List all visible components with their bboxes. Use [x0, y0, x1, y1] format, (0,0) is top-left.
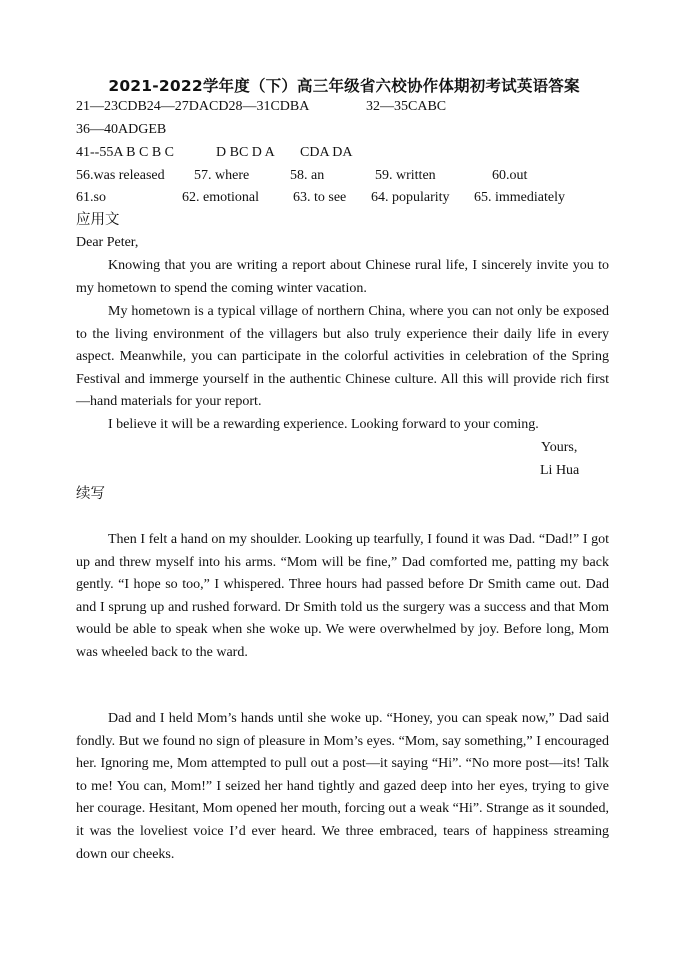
grammar-answer-57: 57. where	[194, 168, 250, 183]
letter-closing: Yours,	[541, 440, 578, 455]
grammar-row-1	[76, 166, 616, 186]
answer-key-41-45: 41--55A B C B C	[76, 145, 175, 160]
grammar-answer-61: 61.so	[76, 190, 106, 205]
grammar-answer-64: 64. popularity	[371, 190, 450, 205]
letter-salutation: Dear Peter,	[76, 235, 139, 250]
grammar-answer-56: 56.was released	[76, 168, 165, 183]
letter-heading: 应用文	[76, 212, 120, 228]
answer-key-32-35: 32—35CABC	[366, 99, 447, 114]
letter-paragraph-3: I believe it will be a rewarding experience. Looking forward to your coming.	[108, 417, 539, 432]
grammar-row-2	[76, 188, 616, 208]
continuation-paragraph-1: Then I felt a hand on my shoulder. Looking up tearfully, I found it was Dad. “Dad!” I got up and threw myself into his arms. “Mom will be fine,” Dad comforted me, patting my back gently. “I hope so too,” I whispered. Three hours had passed before Dr Smith came out. Dad and I sprung up and rushed forward. Dr Smith told us the surgery was a success and that Mom would be able to speak when she woke up. We were overwhelmed by joy. Before long, Mom was wheeled back to the ward.	[76, 532, 609, 660]
letter-signature: Li Hua	[540, 463, 580, 478]
page-title: 2021-2022学年度（下）高三年级省六校协作体期初考试英语答案	[108, 77, 580, 95]
answer-key-36-40: 36—40ADGEB	[76, 122, 167, 137]
answer-key-51-55: CDA DA	[300, 145, 353, 160]
continuation-heading: 续写	[76, 486, 105, 502]
grammar-answer-63: 63. to see	[293, 190, 347, 205]
grammar-answer-58: 58. an	[290, 168, 325, 183]
letter-paragraph-1: Knowing that you are writing a report about Chinese rural life, I sincerely invite you to my hometown to spend the coming winter vacation.	[76, 258, 609, 296]
grammar-answer-60: 60.out	[492, 168, 528, 183]
letter-paragraph-2: My hometown is a typical village of northern China, where you can not only be exposed to the living environment of the villagers but also truly experience their daily life in every aspect. Meanwhile, you can participate in the colorful activities in celebration of the Spring Festival and immerge yourself in the authentic Chinese culture. All this will provide rich first —hand materials for your report.	[76, 304, 609, 410]
answer-key-row-3	[76, 143, 616, 163]
answer-key-46-50: D BC D A	[216, 145, 275, 160]
answer-key-21-31: 21—23CDB24—27DACD28—31CDBA	[76, 99, 310, 114]
grammar-answer-59: 59. written	[375, 168, 436, 183]
grammar-answer-62: 62. emotional	[182, 190, 259, 205]
grammar-answer-65: 65. immediately	[474, 190, 565, 205]
continuation-paragraph-2: Dad and I held Mom’s hands until she woke up. “Honey, you can speak now,” Dad said fondly. But we found no sign of pleasure in Mom’s eyes. “Mom, say something,” I encouraged her. Ignoring me, Mom attempted to pull out a post—it saying “Hi”. “No more post—its! Talk to me! You can, Mom!” I seized her hand tightly and gazed deep into her eyes, trying to give her courage. Hesitant, Mom opened her mouth, forcing out a weak “Hi”. Strange as it sounded, it was the loveliest voice I’d ever heard. We three embraced, tears of happiness streaming down our cheeks.	[76, 711, 609, 862]
answer-key-row-1	[76, 97, 616, 117]
